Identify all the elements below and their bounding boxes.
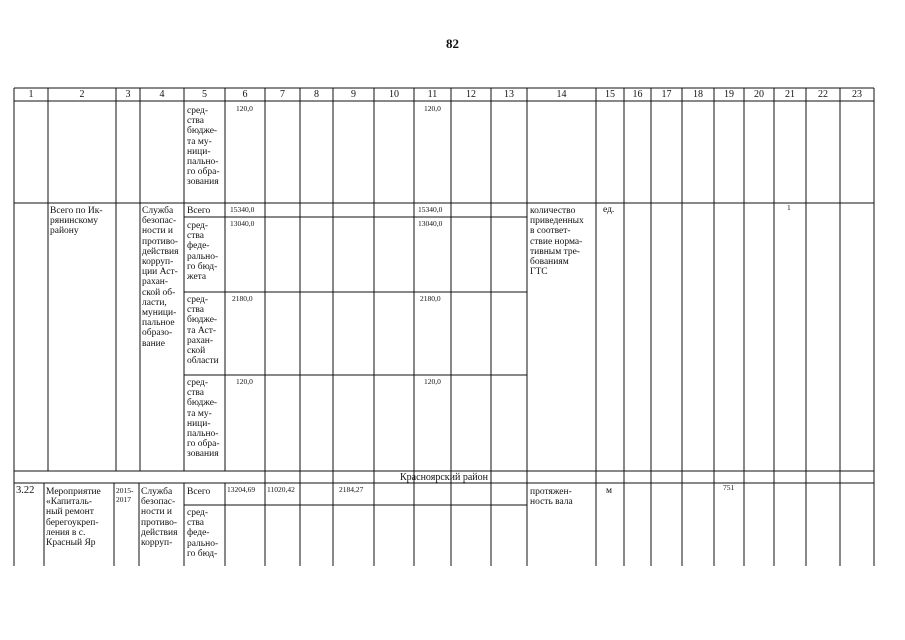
block2-row2-col11: 2180,0	[420, 294, 441, 303]
header-col-10: 10	[389, 89, 399, 100]
block3-name: Мероприятие «Капиталь- ный ремонт берегоукреп- ления в с. Красный Яр	[46, 487, 101, 549]
block2-row3-source: сред- ства бюдже- та му- ници- пально- го обра- зования	[187, 378, 220, 460]
header-col-19: 19	[724, 89, 734, 100]
header-col-6: 6	[242, 89, 248, 100]
block3-executor: Служба безопас- ности и противо- действия корруп-	[141, 487, 178, 549]
block2-executor: Служба безопас- ности и противо- действия корруп- ции Аст- рахан- ской об- ласти, муници- пальное образо- вание	[142, 206, 179, 349]
block2-col21: 1	[787, 203, 791, 212]
block2-row2-source: сред- ства бюдже- та Аст- рахан- ской области	[187, 295, 219, 367]
block2-row0-source: Всего	[187, 206, 211, 216]
page-number: 82	[446, 36, 459, 51]
header-col-12: 12	[466, 89, 476, 100]
block3-col9: 2184,27	[339, 485, 364, 494]
header-col-9: 9	[351, 89, 356, 100]
block2-row3-col6: 120,0	[236, 377, 253, 386]
block1-col6: 120,0	[236, 104, 253, 113]
header-col-4: 4	[159, 89, 165, 100]
block2-indicator: количество приведенных в соответ- ствие норма- тивным тре- бованиям ГТС	[530, 206, 584, 278]
block3-years: 2015- 2017	[116, 486, 134, 504]
header-col-23: 23	[852, 89, 862, 100]
block2-row1-col6: 13040,0	[230, 219, 255, 228]
block2-unit: ед.	[603, 205, 615, 215]
block3-num: 3.22	[16, 485, 35, 496]
block1-source: сред- ства бюдже- та му- ници- пально- го обра- зования	[187, 106, 220, 188]
block3-source-total: Всего	[187, 487, 211, 497]
header-col-3: 3	[125, 89, 131, 100]
block3-col7: 11020,42	[267, 485, 295, 494]
block3-indicator: протяжен- ность вала	[530, 487, 573, 508]
block2-row2-col6: 2180,0	[232, 294, 253, 303]
block3-source-fed: сред- ства феде- рально- го бюд-	[187, 508, 219, 559]
district-title: Красноярский район	[400, 472, 488, 483]
header-col-11: 11	[427, 89, 438, 100]
header-col-1: 1	[28, 89, 34, 100]
header-col-18: 18	[693, 89, 703, 100]
header-col-13: 13	[504, 89, 514, 100]
header-col-17: 17	[661, 89, 672, 100]
header-col-7: 7	[280, 89, 285, 100]
block3-col19: 751	[723, 483, 735, 492]
block3-unit: м	[606, 486, 613, 496]
block2-row1-col11: 13040,0	[418, 219, 443, 228]
header-col-22: 22	[818, 89, 828, 100]
header-col-15: 15	[605, 89, 615, 100]
block2-row0-col11: 15340,0	[418, 205, 443, 214]
block2-row1-source: сред- ства феде- рально- го бюд- жета	[187, 221, 219, 283]
header-col-14: 14	[556, 89, 567, 100]
header-col-16: 16	[632, 89, 643, 100]
header-col-21: 21	[785, 89, 795, 100]
block2-row0-col6: 15340,0	[230, 205, 255, 214]
block1-col11: 120,0	[424, 104, 441, 113]
header-col-5: 5	[202, 89, 207, 100]
header-col-2: 2	[79, 89, 85, 100]
header-col-8: 8	[314, 89, 319, 100]
block3-col6: 13204,69	[227, 485, 256, 494]
header-col-20: 20	[754, 89, 764, 100]
block2-row3-col11: 120,0	[424, 377, 441, 386]
block2-name: Всего по Ик- рянинскому району	[50, 206, 103, 237]
